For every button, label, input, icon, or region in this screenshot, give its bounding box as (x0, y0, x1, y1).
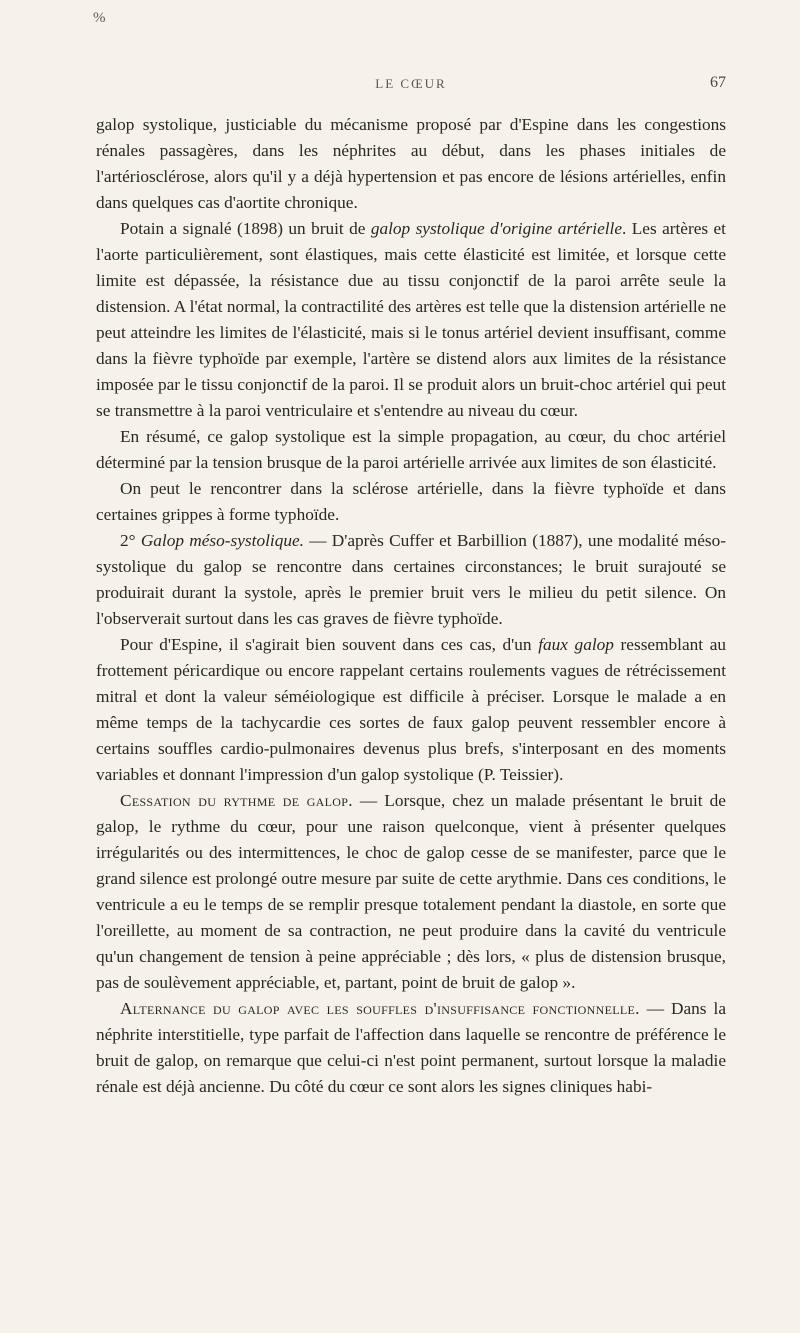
section-heading: Alternance du galop avec les souffles d'insuffisance fonctionnelle. (120, 999, 640, 1018)
paragraph (96, 996, 726, 1100)
italic-term: galop systolique d'origine artérielle (370, 219, 623, 238)
paragraph (96, 528, 726, 632)
paragraph (96, 216, 726, 424)
body-text (96, 112, 726, 1100)
paragraph (96, 476, 726, 528)
paragraph-text: — Lorsque, chez un malade présentant le bruit de galop, le rythme du cœur, pour une raison quelconque, vient à présenter quelques irrégularités ou des intermittences, le choc de galop cesse de se manifester, parce que le grand silence est prolongé outre mesure par suite de cette arythmie. Dans ces conditions, le ventricule a eu le temps de se remplir presque totalement pendant la diastole, en sorte que l'oreillette, au moment de sa contraction, ne peut produire dans la cavité du ventricule qu'un changement de tension à peine appréciable ; dès lors, « plus de distension brusque, pas de soulèvement appréciable, et, partant, point de bruit de galop ». (96, 791, 726, 992)
paragraph-text: Pour d'Espine, il s'agirait bien souvent dans ces cas, d'un (120, 635, 539, 654)
section-heading: Cessation du rythme de galop. (120, 791, 353, 810)
running-head (96, 76, 726, 112)
paragraph-text: On peut le rencontrer dans la sclérose artérielle, dans la fièvre typhoïde et dans certaines grippes à forme typhoïde. (96, 479, 726, 524)
paragraph-text: . Les artères et l'aorte particulièrement, sont élastiques, mais cette élasticité est limitée, et lorsque cette limite est dépassée, la résistance due au tissu conjonctif de la paroi arrête seule la distension. A l'état normal, la contractilité des artères est telle que la distension artérielle ne peut atteindre les limites de l'élasticité, mais si le tonus artériel devient insuffisant, comme dans la fièvre typhoïde par exemple, l'artère se distend alors aux limites de la résistance imposée par le tissu conjonctif de la paroi. Il se produit alors un bruit-choc artériel qui peut se transmettre à la paroi ventriculaire et s'entendre au niveau du cœur. (96, 219, 726, 420)
paragraph-text: 2° (120, 531, 141, 550)
section-heading: Galop méso-systolique. (140, 531, 304, 550)
paragraph (96, 112, 726, 216)
paragraph (96, 788, 726, 996)
paragraph-text: En résumé, ce galop systolique est la simple propagation, au cœur, du choc artériel déterminé par la tension brusque de la paroi artérielle arrivée aux limites de son élasticité. (96, 427, 726, 472)
paragraph-text: — Dans la néphrite interstitielle, type parfait de l'affection dans laquelle se rencontre de préférence le bruit de galop, on remarque que celui-ci n'est point permanent, surtout lorsque la maladie rénale est déjà ancienne. Du côté du cœur ce sont alors les signes cliniques habi- (96, 999, 726, 1096)
paragraph (96, 632, 726, 788)
running-title: LE CŒUR (375, 76, 447, 91)
paragraph (96, 424, 726, 476)
paragraph-text: ressemblant au frottement péricardique ou encore rappelant certains roulements vagues de rétrécissement mitral et dont la valeur séméiologique est difficile à préciser. Lorsque le malade a en même temps de la tachycardie ces sortes de faux galop peuvent ressembler encore à certains souffles cardio-pulmonaires devenus plus brefs, s'interposant en des moments variables et donnant l'impression d'un galop systolique (P. Teissier). (96, 635, 727, 784)
italic-term: faux galop (538, 635, 614, 654)
stray-mark: % (93, 10, 106, 26)
paragraph-text: — D'après Cuffer et Barbillion (1887), une modalité méso-systolique du galop se rencontre dans certaines circonstances; le bruit surajouté se produirait durant la systole, après le premier bruit vers le milieu du petit silence. On l'observerait surtout dans les cas graves de fièvre typhoïde. (96, 531, 726, 628)
paragraph-text: Potain a signalé (1898) un bruit de (120, 219, 371, 238)
page-number: 67 (710, 74, 726, 91)
paragraph-text: galop systolique, justiciable du mécanisme proposé par d'Espine dans les congestions rénales passagères, dans les néphrites au début, dans les phases initiales de l'artériosclérose, alors qu'il y a déjà hypertension et pas encore de lésions artérielles, enfin dans quelques cas d'aortite chronique. (96, 115, 726, 212)
